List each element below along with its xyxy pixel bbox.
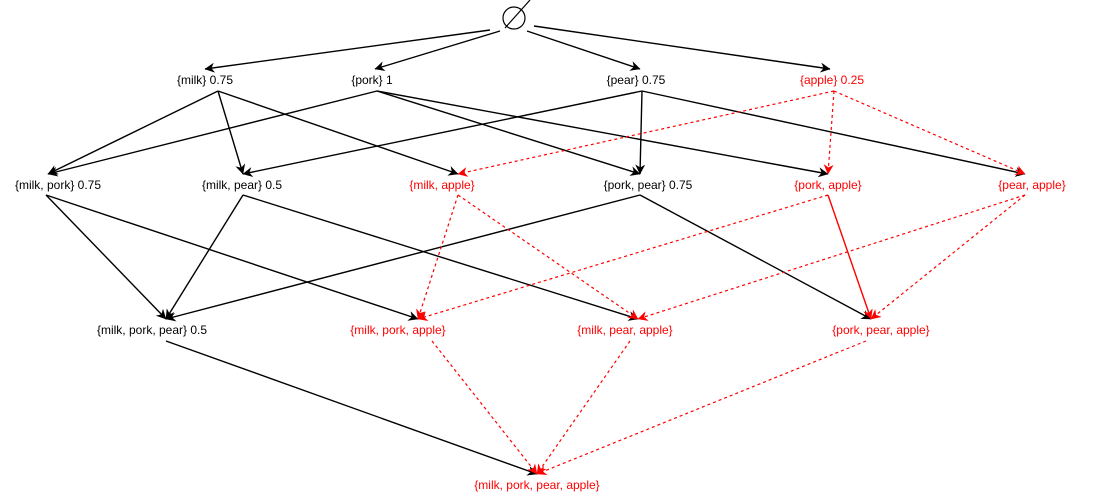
edge-milk-to-milk_apple	[218, 91, 458, 174]
node-empty	[503, 0, 530, 29]
edges-layer	[46, 26, 1025, 474]
node-label-milk_apple: {milk, apple}	[409, 178, 475, 192]
node-label-pear_apple: {pear, apple}	[998, 178, 1066, 192]
node-milk	[177, 73, 233, 87]
edge-empty-to-pear	[527, 31, 640, 69]
node-label-milk_pear_apple: {milk, pear, apple}	[577, 323, 673, 337]
edge-apple-to-milk_apple	[458, 91, 834, 174]
node-milk_pear	[202, 178, 282, 192]
node-label-all: {milk, pork, pear, apple}	[474, 478, 600, 492]
node-milk_pork_apple	[350, 323, 445, 337]
node-label-milk_pork_apple: {milk, pork, apple}	[350, 323, 446, 337]
node-all	[474, 478, 599, 492]
edge-empty-to-milk	[205, 30, 490, 69]
node-label-milk: {milk} 0.75	[176, 73, 234, 87]
node-label-apple: {apple} 0.25	[799, 73, 865, 87]
node-pork_pear_apple	[832, 323, 929, 337]
edge-pork_apple-to-milk_pork_apple	[418, 195, 828, 319]
edge-milk_apple-to-milk_pear_apple	[458, 195, 638, 319]
edge-pork_pear_apple-to-all	[537, 341, 866, 474]
edge-milk_apple-to-milk_pork_apple	[418, 195, 458, 319]
edge-pork_apple-to-pork_pear_apple	[828, 195, 871, 319]
node-apple	[800, 73, 864, 87]
edge-pork-to-milk_pork	[48, 91, 377, 174]
edge-milk-to-milk_pork	[48, 91, 218, 174]
edge-apple-to-pear_apple	[834, 91, 1025, 174]
node-label-pork_pear: {pork, pear} 0.75	[603, 178, 693, 192]
node-label-pork: {pork} 1	[351, 73, 393, 87]
edge-milk_pear_apple-to-all	[537, 341, 630, 474]
edge-empty-to-apple	[534, 26, 830, 69]
edge-pork_pear-to-milk_pork_pear	[166, 195, 640, 319]
node-label-pork_pear_apple: {pork, pear, apple}	[832, 323, 930, 337]
edge-pear_apple-to-milk_pear_apple	[638, 195, 1025, 319]
node-pork_apple	[794, 178, 861, 192]
node-label-milk_pork: {milk, pork} 0.75	[14, 178, 102, 192]
node-label-pork_apple: {pork, apple}	[794, 178, 862, 192]
edge-milk-to-milk_pear	[218, 91, 243, 174]
edge-milk_pork-to-milk_pork_pear	[46, 195, 166, 319]
edge-pork_pear-to-pork_pear_apple	[640, 195, 871, 319]
node-milk_pear_apple	[577, 323, 672, 337]
node-pear	[607, 73, 666, 87]
node-milk_pork	[15, 178, 101, 192]
node-milk_pork_pear	[97, 323, 207, 337]
node-label-milk_pear: {milk, pear} 0.5	[201, 178, 283, 192]
nodes-layer	[15, 0, 1066, 492]
node-pork_pear	[604, 178, 693, 192]
node-label-milk_pork_pear: {milk, pork, pear} 0.5	[96, 323, 208, 337]
node-label-pear: {pear} 0.75	[606, 73, 666, 87]
edge-milk_pork_pear-to-all	[166, 341, 537, 474]
edge-pear-to-pork_pear	[640, 91, 642, 174]
edge-milk_pear-to-milk_pear_apple	[243, 195, 638, 319]
node-milk_apple	[409, 178, 474, 192]
edge-pear_apple-to-pork_pear_apple	[871, 195, 1025, 319]
node-pork	[351, 73, 393, 87]
node-pear_apple	[998, 178, 1065, 192]
edge-milk_pork_apple-to-all	[432, 341, 537, 474]
